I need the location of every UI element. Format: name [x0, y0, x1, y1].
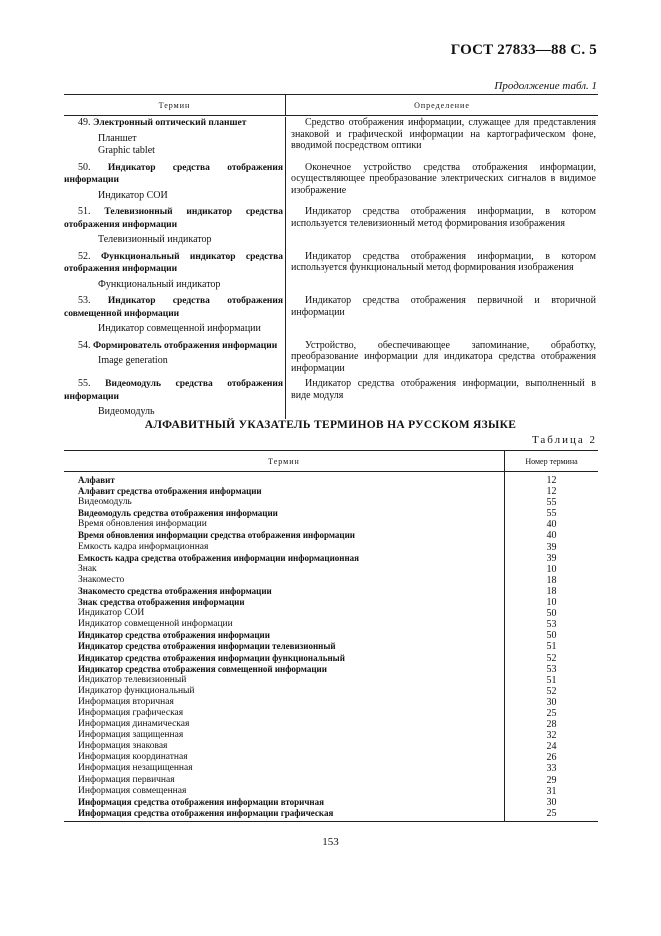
index-term: Индикатор средства отображения информации	[78, 630, 270, 641]
term-number: 50.	[78, 161, 91, 173]
index-term: Информация незащищенная	[78, 763, 193, 774]
table1-term-cell	[64, 206, 285, 247]
index-term: Знакоместо	[78, 574, 125, 585]
index-term-number: 50	[546, 608, 557, 620]
index-term: Время обновления информации средства отображения информации	[78, 530, 355, 541]
table-continuation-note: Продолжение табл. 1	[494, 80, 597, 92]
index-term: Знак	[78, 563, 97, 574]
term-number: 49.	[78, 117, 91, 128]
table1-row	[64, 117, 598, 158]
table1-definition-cell: Устройство, обеспечивающее запоминание, обработку, преобразование информации для индикатора средства отображения информации	[291, 339, 596, 374]
index-term: Информация средства отображения информации графическая	[78, 807, 334, 818]
index-term: Информация динамическая	[78, 719, 190, 730]
index-term: Индикатор средства отображения информации функциональный	[78, 652, 345, 663]
table2-row	[64, 564, 598, 575]
index-term-number: 51	[546, 674, 557, 686]
table2-row	[64, 786, 598, 797]
index-term-number: 30	[546, 696, 557, 708]
term-synonym: Планшет	[98, 132, 137, 144]
index-term: Информация средства отображения информации вторичная	[78, 796, 324, 807]
term-number: 51.	[78, 206, 91, 217]
table1-row	[64, 295, 598, 336]
index-term-number: 18	[546, 574, 557, 586]
table1-row	[64, 162, 598, 203]
index-term-number: 12	[546, 475, 557, 486]
index-term: Информация совмещенная	[78, 785, 187, 796]
term-number: 54.	[78, 339, 91, 351]
index-term-number: 52	[546, 652, 557, 664]
table2-column-divider	[504, 472, 505, 821]
table2-row	[64, 486, 598, 497]
table2-body	[64, 472, 598, 822]
index-term: Индикатор средства отображения информации телевизионный	[78, 641, 336, 652]
table1-term-cell	[64, 251, 285, 292]
index-term: Информация координатная	[78, 752, 188, 763]
table1-term-cell	[64, 295, 285, 336]
index-term-number: 33	[546, 763, 557, 775]
table1-definition-cell: Индикатор средства отображения информации, выполненный в виде модуля	[291, 378, 596, 401]
term-number: 52.	[78, 250, 91, 262]
table2-row	[64, 697, 598, 708]
index-term: Знакоместо средства отображения информации	[78, 585, 272, 596]
term-synonym: Индикатор совмещенной информации	[98, 323, 261, 334]
table2-label: Таблица 2	[531, 434, 597, 446]
table1-definition-cell: Индикатор средства отображения информации, в котором используется функциональный метод формирования изображения	[291, 250, 596, 273]
table2-row	[64, 708, 598, 719]
table2-row	[64, 553, 598, 564]
index-term-number: 51	[546, 641, 557, 653]
index-term: Индикатор средства отображения совмещенной информации	[78, 663, 327, 674]
table1-definition-cell: Индикатор средства отображения первичной и вторичной информации	[291, 295, 596, 318]
index-term-number: 31	[546, 785, 557, 797]
table1-term-cell	[64, 117, 285, 158]
index-term-number: 26	[546, 752, 557, 764]
index-term-number: 10	[546, 597, 557, 609]
table1-term-cell	[64, 378, 285, 419]
index-term: Информация первичная	[78, 774, 175, 785]
index-term: Информация защищенная	[78, 730, 184, 741]
table1-row	[64, 340, 598, 375]
index-term: Индикатор телевизионный	[78, 674, 187, 685]
term-name: Телевизионный индикатор средства отображения информации	[64, 207, 283, 230]
table2-row	[64, 508, 598, 519]
index-term-number: 10	[546, 563, 557, 575]
table2-row	[64, 619, 598, 630]
table2-row	[64, 686, 598, 697]
table1-row	[64, 378, 598, 419]
index-term-number: 25	[546, 707, 557, 719]
index-term-number: 40	[546, 530, 557, 542]
index-term-number: 24	[546, 741, 557, 753]
index-term-number: 30	[546, 796, 557, 808]
table1-header	[64, 94, 598, 116]
term-synonym: Телевизионный индикатор	[98, 234, 212, 245]
term-name: Индикатор средства отображения совмещенной информации	[64, 296, 283, 319]
table2-row	[64, 630, 598, 641]
index-term: Время обновления информации	[78, 519, 207, 530]
term-name: Индикатор средства отображения информации	[64, 162, 283, 185]
table2-header	[64, 450, 598, 472]
index-term-number: 18	[546, 585, 557, 597]
term-synonym: Graphic tablet	[98, 145, 155, 156]
index-term-number: 29	[546, 774, 557, 786]
index-term: Индикатор совмещенной информации	[78, 619, 233, 630]
table2-header-term: Термин	[64, 451, 505, 471]
term-name: Функциональный индикатор средства отображения информации	[64, 251, 284, 274]
index-term: Алфавит средства отображения информации	[78, 486, 262, 497]
table1-term-cell	[64, 162, 285, 203]
table1-definition-cell: Средство отображения информации, служащее для представления знаковой и графической информации на картографическом фоне, вводимой посредством оптики	[291, 117, 596, 151]
table2-row	[64, 730, 598, 741]
table2-row	[64, 797, 598, 808]
index-term-number: 39	[546, 541, 557, 553]
term-synonym: Индикатор СОИ	[98, 189, 168, 201]
table2-row	[64, 608, 598, 619]
index-term: Емкость кадра средства отображения информации информационная	[78, 552, 360, 563]
term-synonym: Image generation	[98, 355, 168, 366]
index-term-number: 53	[546, 663, 557, 675]
table2-row	[64, 775, 598, 786]
term-synonym: Видеомодуль	[98, 406, 155, 417]
index-term-number: 28	[546, 719, 557, 731]
table2-row	[64, 752, 598, 763]
table2-row	[64, 741, 598, 752]
table1-column-divider	[285, 117, 286, 419]
index-term: Информация вторичная	[78, 696, 174, 707]
index-term-number: 55	[546, 508, 557, 520]
table1-term-cell	[64, 340, 285, 375]
index-term-number: 53	[546, 619, 557, 631]
table1-definition-cell: Оконечное устройство средства отображения информации, осуществляющее преобразование электрических сигналов в видимое изображение	[291, 161, 596, 196]
index-term-number: 55	[546, 497, 557, 509]
table2-row	[64, 675, 598, 686]
term-name: Формирователь отображения информации	[93, 340, 278, 351]
index-term: Индикатор СОИ	[78, 608, 145, 619]
index-term: Индикатор функциональный	[78, 685, 195, 696]
page-number: 153	[322, 836, 339, 848]
index-term: Информация знаковая	[78, 741, 168, 752]
table2-row	[64, 719, 598, 730]
table2-row	[64, 664, 598, 675]
page-header: ГОСТ 27833—88 С. 5	[450, 42, 597, 58]
table2-row	[64, 575, 598, 586]
section-title: АЛФАВИТНЫЙ УКАЗАТЕЛЬ ТЕРМИНОВ НА РУССКОМ ЯЗЫКЕ	[144, 419, 517, 431]
index-term: Емкость кадра информационная	[78, 541, 209, 552]
index-term: Знак средства отображения информации	[78, 597, 245, 608]
terms-definitions-table	[64, 94, 598, 419]
table2-row	[64, 497, 598, 508]
index-term-number: 12	[546, 486, 557, 498]
index-term: Видеомодуль средства отображения информации	[78, 508, 278, 519]
table2-row	[64, 808, 598, 819]
table2-row	[64, 519, 598, 530]
index-term-number: 40	[546, 519, 557, 531]
table2-row	[64, 530, 598, 541]
table2-header-number: Номер термина	[525, 456, 578, 466]
table1-row	[64, 251, 598, 292]
term-name: Электронный оптический планшет	[93, 118, 247, 128]
table1-body	[64, 117, 598, 419]
index-term: Видеомодуль	[78, 497, 132, 508]
alphabetical-index-table	[64, 450, 598, 822]
index-term-number: 39	[546, 552, 557, 564]
index-term-number: 50	[546, 630, 557, 642]
index-term: Алфавит	[78, 475, 115, 485]
table2-row	[64, 542, 598, 553]
table2-row	[64, 641, 598, 652]
table1-header-definition: Определение	[414, 100, 470, 110]
table2-row	[64, 586, 598, 597]
index-term-number: 32	[546, 730, 557, 742]
term-number: 53.	[78, 295, 91, 306]
table2-row	[64, 475, 598, 486]
term-number: 55.	[78, 378, 91, 389]
term-synonym: Функциональный индикатор	[98, 278, 221, 290]
index-term-number: 25	[546, 807, 557, 819]
table2-row	[64, 763, 598, 774]
table1-header-term: Термин	[64, 95, 286, 115]
term-name: Видеомодуль средства отображения информации	[64, 379, 283, 402]
table2-row	[64, 653, 598, 664]
index-term: Информация графическая	[78, 707, 184, 718]
table1-row	[64, 206, 598, 247]
table1-definition-cell: Индикатор средства отображения информации, в котором используется телевизионный метод формирования изображения	[291, 206, 596, 229]
table2-row	[64, 597, 598, 608]
index-term-number: 52	[546, 685, 557, 697]
